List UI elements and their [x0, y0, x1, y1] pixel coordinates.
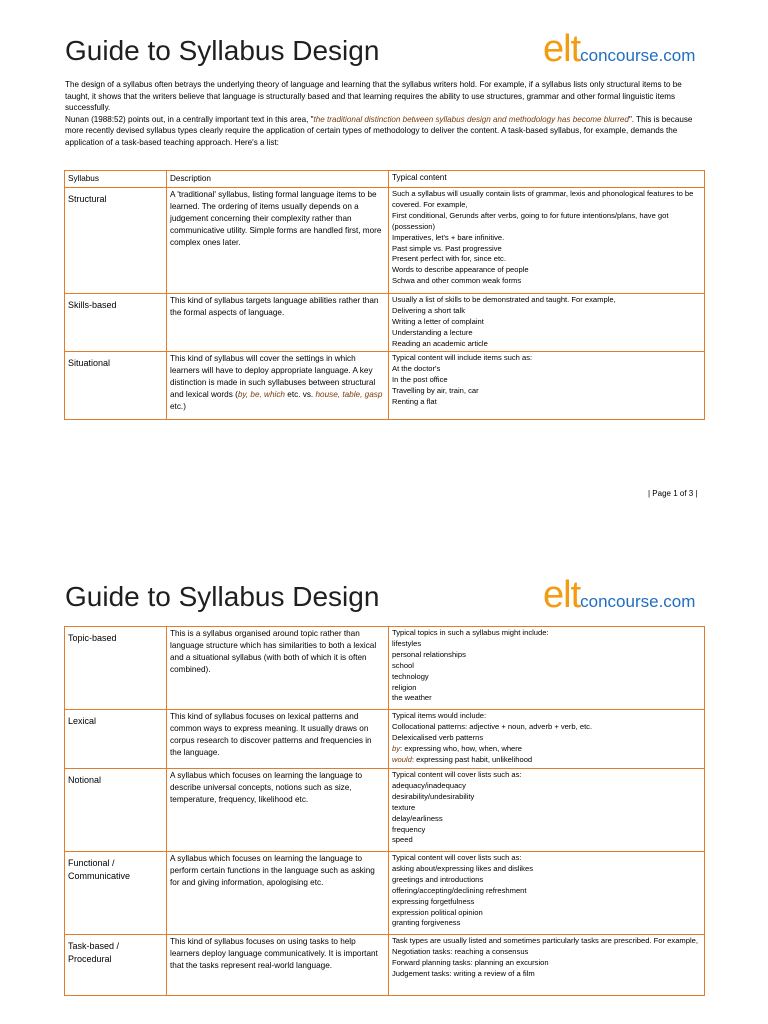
header-typical-content: Typical content	[389, 171, 705, 188]
syllabus-description	[167, 352, 389, 420]
content-line: Negotiation tasks: reaching a consensus	[392, 946, 529, 956]
content-line: Delivering a short talk	[392, 305, 466, 315]
content-line: Travelling by air, train, car	[392, 385, 479, 395]
typical-content	[389, 188, 705, 294]
typical-content	[389, 627, 705, 710]
typical-content	[389, 294, 705, 352]
intro-paragraph-2	[65, 114, 705, 149]
content-line: expression political opinion	[392, 907, 483, 917]
content-line: desirability/undesirability	[392, 791, 475, 801]
syllabus-description: This kind of syllabus targets language abilities rather than the formal aspects of language.	[167, 294, 389, 352]
content-italic: would	[392, 754, 412, 764]
content-italic: by	[392, 743, 401, 753]
syllabus-name: Situational	[65, 352, 167, 420]
content-line: Imperatives, let's + bare infinitive.	[392, 232, 505, 242]
header-syllabus: Syllabus	[65, 171, 167, 188]
table-row	[65, 935, 705, 996]
content-line: Reading an academic article	[392, 338, 488, 348]
content-line: Delexicalised verb patterns	[392, 732, 484, 742]
page-number: | Page 1 of 3 |	[648, 489, 698, 498]
content-line: Writing a letter of complaint	[392, 316, 484, 326]
typical-content	[389, 352, 705, 420]
typical-content	[389, 852, 705, 935]
intro-paragraph-1: The design of a syllabus often betrays the underlying theory of language and learning that the syllabus writers hold. For example, if a syllabus lists only structural items to be taught, it shows that the writers believe that language is structurally based and that learning requires the ability to use structures, grammar and other formal linguistic items successfully.	[65, 80, 682, 113]
table-row	[65, 188, 705, 294]
logo-elt: elt	[543, 28, 581, 70]
syllabus-name: Functional / Communicative	[65, 852, 167, 935]
content-line: the weather	[392, 693, 432, 703]
content-line: At the doctor's	[392, 363, 441, 373]
page-title: Guide to Syllabus Design	[65, 35, 380, 66]
content-line: lifestyles	[392, 638, 422, 648]
content-line: Such a syllabus will usually contain lists of grammar, lexis and phonological features to be covered. For example,	[392, 189, 694, 209]
content-line: granting forgiveness	[392, 918, 461, 928]
desc-text: etc.)	[170, 402, 186, 411]
typical-content	[389, 710, 705, 769]
intro-p2-before: Nunan (1988:52) points out, in a centrally important text in this area, "	[65, 114, 314, 124]
content-line: Typical content will cover lists such as:	[392, 853, 522, 862]
content-line: Typical content will include items such as:	[392, 353, 533, 362]
content-line: Typical topics in such a syllabus might include:	[392, 628, 549, 637]
content-line: Usually a list of skills to be demonstrated and taught. For example,	[392, 295, 616, 304]
table-row	[65, 627, 705, 710]
content-line: Words to describe appearance of people	[392, 265, 529, 275]
content-line: technology	[392, 671, 429, 681]
header-description: Description	[167, 171, 389, 188]
typical-content	[389, 769, 705, 852]
logo-domain: concourse.com	[580, 46, 696, 65]
content-line: expressing forgetfulness	[392, 896, 475, 906]
content-line	[392, 755, 701, 766]
syllabus-description: This is a syllabus organised around topic rather than language structure which has similarities to both a lexical and a situational syllabus (with both of which it is often combined).	[167, 627, 389, 710]
content-line: religion	[392, 682, 417, 692]
syllabus-description: This kind of syllabus focuses on lexical patterns and common ways to express meaning. It usually draws on corpus research to discover patterns and frequencies in the language.	[167, 710, 389, 769]
content-line: texture	[392, 802, 416, 812]
page-title: Guide to Syllabus Design	[65, 581, 380, 612]
desc-text: This kind of syllabus will cover the settings in which learners will have to deploy appropriate language. A key distinction is made in such syllabuses between structural and lexical words (	[170, 354, 376, 399]
table-row	[65, 294, 705, 352]
desc-italic: by, be, which	[237, 390, 285, 399]
content-line: adequacy/inadequacy	[392, 780, 466, 790]
desc-italic: house, table, gasp	[315, 390, 383, 399]
syllabus-name: Notional	[65, 769, 167, 852]
logo-domain: concourse.com	[580, 592, 696, 611]
syllabus-name: Lexical	[65, 710, 167, 769]
content-line: Task types are usually listed and sometimes particularly tasks are prescribed. For example,	[392, 936, 698, 945]
syllabus-name: Topic-based	[65, 627, 167, 710]
syllabus-name: Structural	[65, 188, 167, 294]
content-line: Judgement tasks: writing a review of a film	[392, 968, 535, 978]
content-line: personal relationships	[392, 649, 466, 659]
syllabus-description: A 'traditional' syllabus, listing formal language items to be learned. The ordering of items usually depends on a judgement concerning their complexity rather than communicative utility. Simple forms are handled first, more complex ones later.	[167, 188, 389, 294]
content-line: First conditional, Gerunds after verbs, going to for future intentions/plans, have got (possession)	[392, 210, 669, 231]
content-line: school	[392, 660, 414, 670]
content-line: In the post office	[392, 374, 448, 384]
content-line: Typical content will cover lists such as:	[392, 770, 522, 779]
table-row	[65, 710, 705, 769]
content-line: offering/accepting/declining refreshment	[392, 885, 527, 895]
intro-quote: the traditional distinction between syllabus design and methodology has become blurred	[313, 114, 629, 124]
syllabus-name: Skills-based	[65, 294, 167, 352]
table-header-row	[65, 171, 705, 188]
syllabus-table-page-1	[64, 170, 705, 420]
table-row	[65, 852, 705, 935]
syllabus-name: Task-based / Procedural	[65, 935, 167, 996]
syllabus-description: A syllabus which focuses on learning the language to describe universal concepts, notions such as size, temperature, frequency, likelihood etc.	[167, 769, 389, 852]
intro-text	[65, 79, 705, 149]
content-line	[392, 744, 701, 755]
content-line: Past simple vs. Past progressive	[392, 243, 502, 253]
content-line: Collocational patterns: adjective + noun, adverb + verb, etc.	[392, 721, 593, 731]
content-line: Renting a flat	[392, 396, 437, 406]
content-text: : expressing past habit, unlikelihood	[411, 754, 533, 764]
table-row	[65, 769, 705, 852]
eltconcourse-logo[interactable]	[543, 574, 695, 617]
intro-p2-after: ". This is because more recently devised syllabus types clearly require the application of certain types of methodology to deliver the content. A task-based syllabus, for example, demands the application of a task-based teaching approach. Here's a list:	[65, 114, 693, 147]
content-line: speed	[392, 835, 413, 845]
eltconcourse-logo[interactable]	[543, 28, 695, 71]
content-line: Forward planning tasks: planning an excursion	[392, 957, 549, 967]
content-line: Understanding a lecture	[392, 327, 473, 337]
desc-text: etc. vs.	[285, 390, 316, 399]
logo-elt: elt	[543, 574, 581, 616]
typical-content	[389, 935, 705, 996]
content-line: frequency	[392, 824, 426, 834]
content-line: greetings and introductions	[392, 874, 484, 884]
syllabus-table-page-2	[64, 626, 705, 996]
syllabus-description: A syllabus which focuses on learning the language to perform certain functions in the language such as asking for and giving information, apologising etc.	[167, 852, 389, 935]
content-text: : expressing who, how, when, where	[400, 743, 523, 753]
content-line: Typical items would include:	[392, 711, 487, 720]
content-line: Schwa and other common weak forms	[392, 276, 522, 286]
content-line: Present perfect with for, since etc.	[392, 254, 506, 264]
syllabus-description: This kind of syllabus focuses on using tasks to help learners deploy language communicatively. It is important that the tasks represent real-world language.	[167, 935, 389, 996]
table-row	[65, 352, 705, 420]
content-line: delay/earliness	[392, 813, 443, 823]
content-line: asking about/expressing likes and dislikes	[392, 863, 533, 873]
